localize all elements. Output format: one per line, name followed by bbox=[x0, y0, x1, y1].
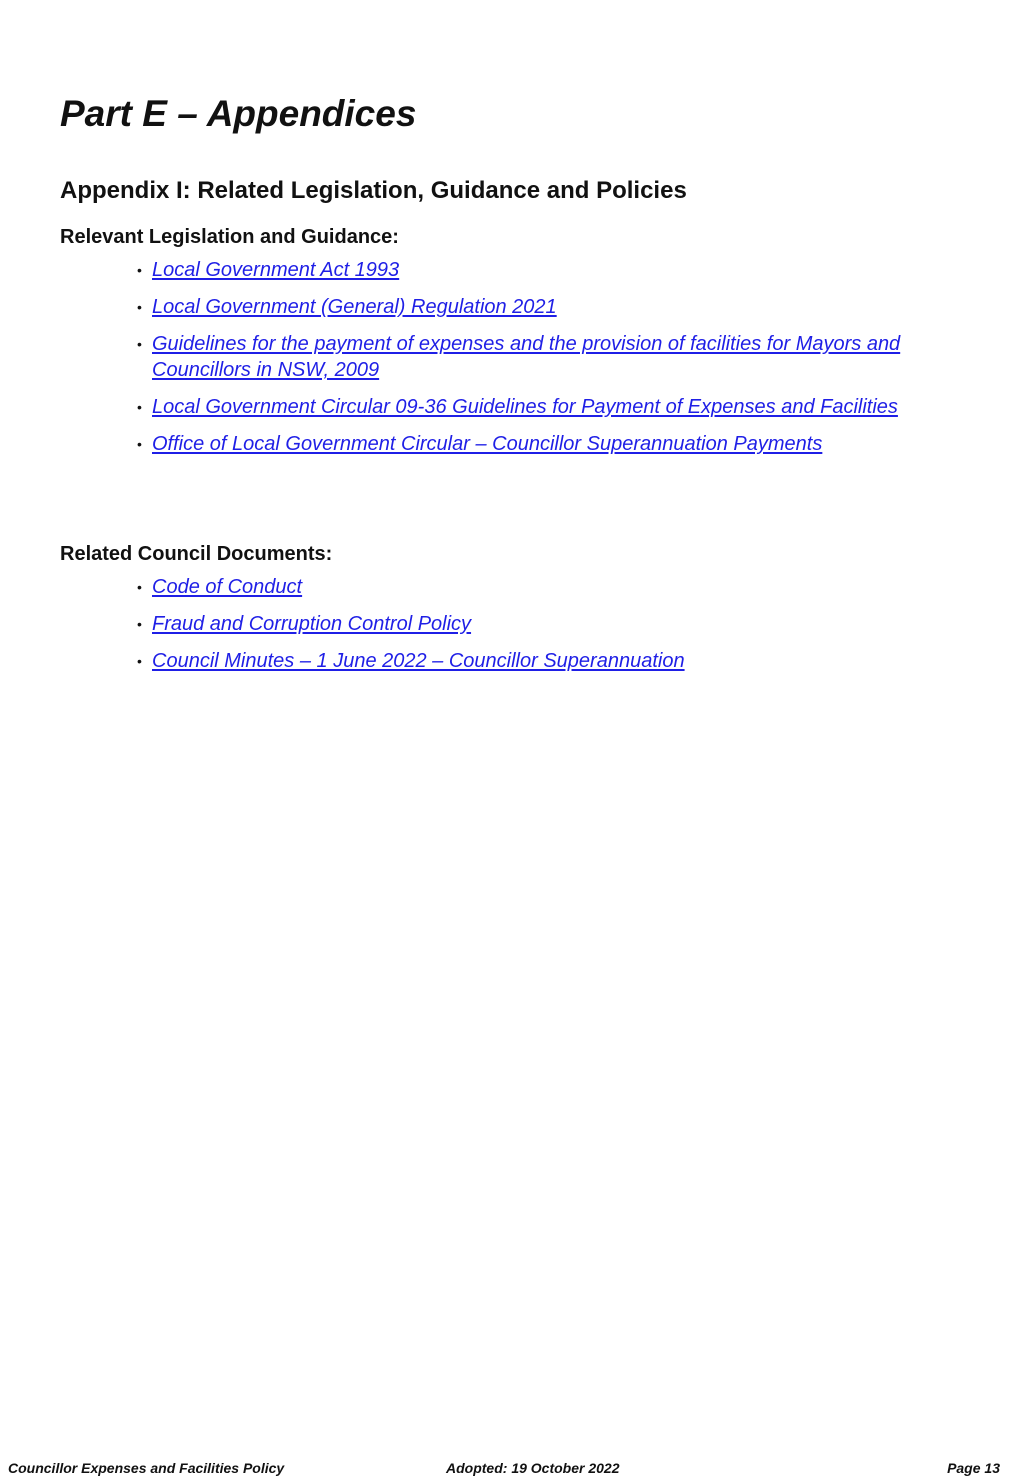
council-documents-heading: Related Council Documents: bbox=[60, 543, 333, 565]
footer-policy-name: Councillor Expenses and Facilities Policy bbox=[8, 1460, 285, 1476]
bullet-icon: • bbox=[137, 299, 142, 315]
local-government-act-link[interactable]: Local Government Act 1993 bbox=[152, 259, 400, 281]
list-item bbox=[137, 331, 957, 383]
circular-09-36-link[interactable]: Local Government Circular 09-36 Guidelines for Payment of Expenses and Facilities bbox=[152, 396, 898, 418]
fraud-corruption-policy-link[interactable]: Fraud and Corruption Control Policy bbox=[152, 613, 472, 635]
list-item bbox=[137, 431, 957, 457]
appendix-title: Appendix I: Related Legislation, Guidance and Policies bbox=[60, 177, 687, 204]
footer-page-number: Page 13 bbox=[947, 1460, 1000, 1476]
list-item bbox=[137, 574, 957, 600]
list-item bbox=[137, 394, 957, 420]
list-item bbox=[137, 611, 957, 637]
footer-adopted-date: Adopted: 19 October 2022 bbox=[446, 1460, 620, 1476]
payment-guidelines-link[interactable]: Guidelines for the payment of expenses and the provision of facilities for Mayors and Councillors in NSW, 2009 bbox=[152, 333, 901, 381]
bullet-icon: • bbox=[137, 436, 142, 452]
list-item bbox=[137, 648, 957, 674]
general-regulation-link[interactable]: Local Government (General) Regulation 2021 bbox=[152, 296, 557, 318]
code-of-conduct-link[interactable]: Code of Conduct bbox=[152, 576, 303, 598]
bullet-icon: • bbox=[137, 653, 142, 669]
legislation-heading: Relevant Legislation and Guidance: bbox=[60, 226, 399, 248]
legislation-list bbox=[137, 257, 957, 468]
council-documents-list bbox=[137, 574, 957, 685]
bullet-icon: • bbox=[137, 336, 142, 352]
part-title: Part E – Appendices bbox=[60, 93, 417, 134]
bullet-icon: • bbox=[137, 616, 142, 632]
bullet-icon: • bbox=[137, 399, 142, 415]
council-minutes-link[interactable]: Council Minutes – 1 June 2022 – Councillor Superannuation bbox=[152, 650, 685, 672]
list-item bbox=[137, 294, 957, 320]
superannuation-circular-link[interactable]: Office of Local Government Circular – Councillor Superannuation Payments bbox=[152, 433, 823, 455]
bullet-icon: • bbox=[137, 262, 142, 278]
list-item bbox=[137, 257, 957, 283]
bullet-icon: • bbox=[137, 579, 142, 595]
